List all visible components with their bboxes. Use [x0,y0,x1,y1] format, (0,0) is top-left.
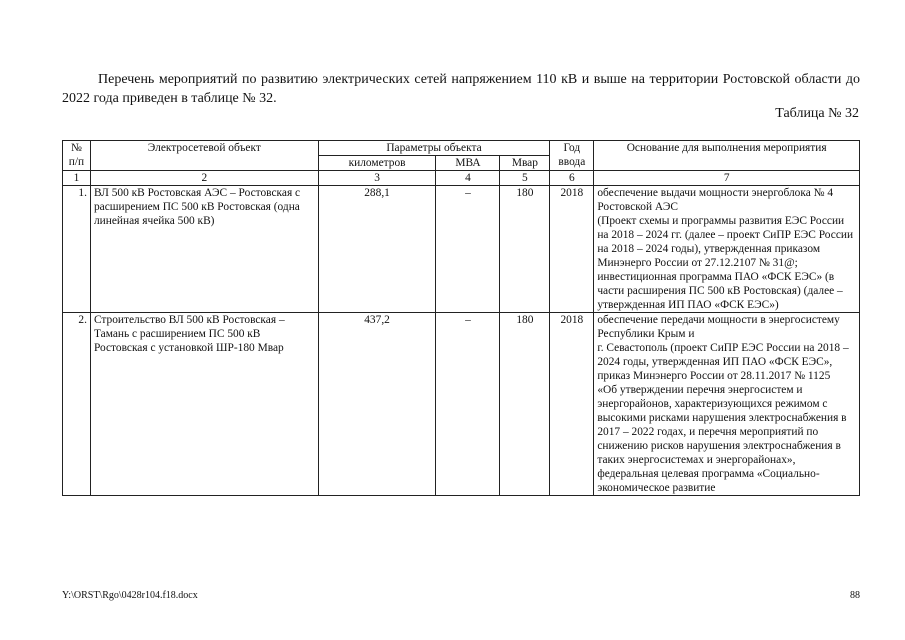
col-number: 3 [318,171,436,186]
col-number: 2 [90,171,318,186]
row-basis: обеспечение выдачи мощности энергоблока № 4 Ростовской АЭС (Проект схемы и программы развития ЕЭС России на 2018 – 2024 гг. (далее – проект СиПР ЕЭС России на 2018 – 2024 годы), утвержденная приказом Минэнерго России от 27.12.2107 № 31@; инвестиционная программа ПАО «ФСК ЕЭС» (в части расширения ПС 500 кВ Ростовская) (далее – утвержденная ИП ПАО «ФСК ЕЭС») [594,186,860,313]
col-number: 1 [63,171,91,186]
row-km: 437,2 [318,313,436,496]
header-params: Параметры объекта [318,141,550,156]
header-mvar: Мвар [500,156,550,171]
row-year: 2018 [550,186,594,313]
measures-table [62,140,860,496]
row-object: Строительство ВЛ 500 кВ Ростовская – Тамань с расширением ПС 500 кВ Ростовская с установкой ШР-180 Мвар [90,313,318,496]
row-object: ВЛ 500 кВ Ростовская АЭС – Ростовская с расширением ПС 500 кВ Ростовская (одна линейная ячейка 500 кВ) [90,186,318,313]
col-number: 6 [550,171,594,186]
header-row-1 [63,141,860,156]
row-mva: – [436,313,500,496]
header-km: километров [318,156,436,171]
row-km: 288,1 [318,186,436,313]
file-path: Y:\ORST\Rgo\0428r104.f18.docx [62,590,198,601]
row-mvar: 180 [500,313,550,496]
table-row [63,313,860,496]
table-row [63,186,860,313]
intro-paragraph [62,70,860,108]
header-object: Электросетевой объект [90,141,318,171]
col-number: 4 [436,171,500,186]
table-caption: Таблица № 32 [775,106,859,121]
header-num: № п/п [63,141,91,171]
row-year: 2018 [550,313,594,496]
header-year: Год ввода [550,141,594,171]
row-mva: – [436,186,500,313]
col-number: 7 [594,171,860,186]
intro-text: Перечень мероприятий по развитию электрических сетей напряжением 110 кВ и выше на территории Ростовской области до 2022 года приведен в таблице № 32. [62,72,860,106]
col-number: 5 [500,171,550,186]
row-num: 1. [63,186,91,313]
header-mva: МВА [436,156,500,171]
row-num: 2. [63,313,91,496]
row-basis: обеспечение передачи мощности в энергосистему Республики Крым и г. Севастополь (проект СиПР ЕЭС России на 2018 – 2024 годы, утвержденная ИП ПАО «ФСК ЕЭС», приказ Минэнерго России от 28.11.2017 № 1125 «Об утверждении перечня энергосистем и энергорайонов, характеризующихся режимом с высокими рисками нарушения электроснабжения в 2017 – 2022 годах, и перечня мероприятий по снижению рисков нарушения электроснабжения в таких энергосистемах и энергорайонах», федеральная целевая программа «Социально-экономическое развитие [594,313,860,496]
page-footer [62,590,860,601]
page-number: 88 [850,590,860,601]
row-mvar: 180 [500,186,550,313]
header-basis: Основание для выполнения мероприятия [594,141,860,171]
column-number-row [63,171,860,186]
